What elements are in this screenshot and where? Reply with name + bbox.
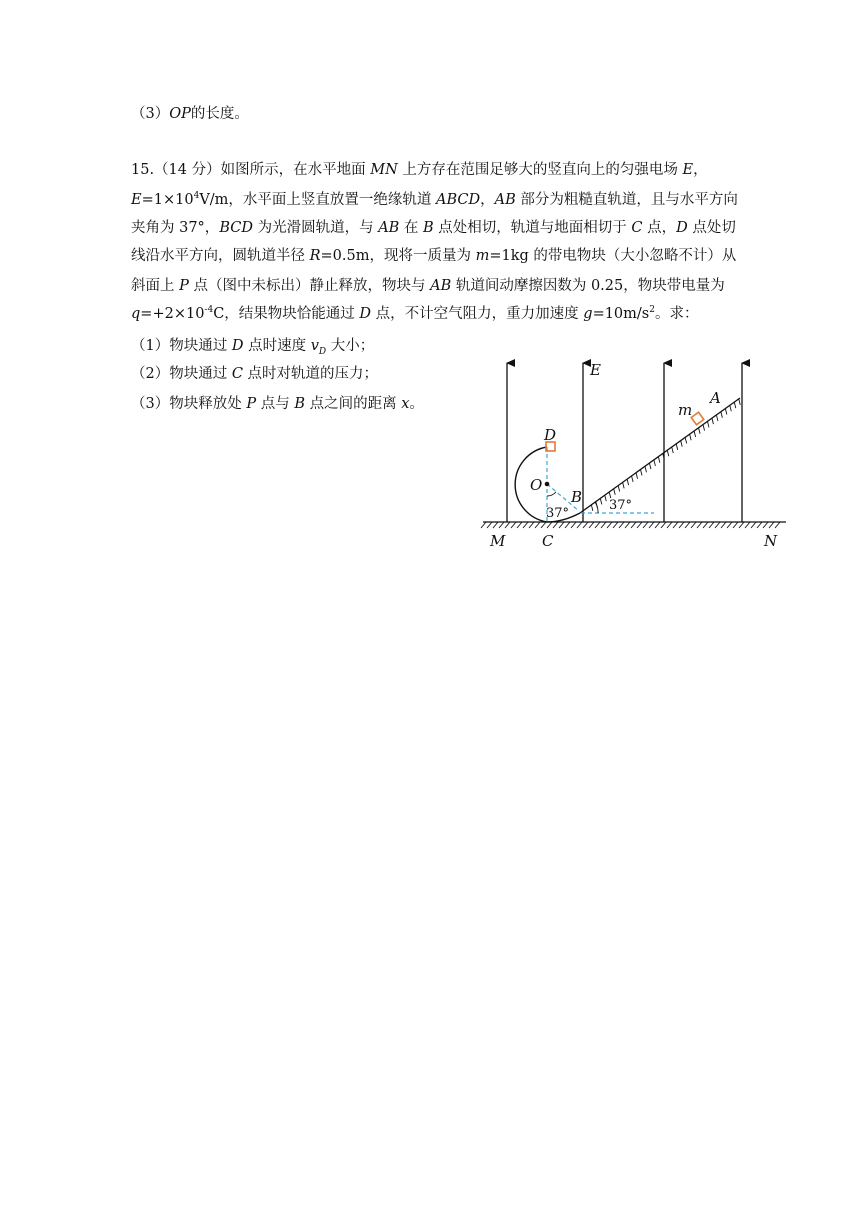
subscript: D — [318, 346, 327, 357]
ground-hatch-mark — [493, 522, 498, 528]
text: =1×10 — [141, 192, 194, 208]
incline-hatch-mark — [636, 473, 638, 479]
var-mn: MN — [370, 162, 398, 178]
text: （2）物块通过 — [131, 366, 232, 382]
ground-hatch-mark — [685, 522, 690, 528]
var-b: B — [294, 396, 305, 412]
ground-hatch-mark — [487, 522, 492, 528]
angle-arc-left — [547, 492, 556, 496]
ground-hatch-mark — [673, 522, 678, 528]
var-x: x — [401, 396, 410, 412]
exponent: -4 — [204, 305, 214, 316]
incline-hatch-mark — [658, 457, 660, 463]
incline-hatch-mark — [703, 425, 705, 431]
text: =10m/s — [592, 306, 650, 322]
incline-hatch-mark — [716, 415, 718, 421]
incline-hatch-mark — [640, 470, 642, 476]
ground-hatch-mark — [505, 522, 510, 528]
var-p: P — [246, 396, 257, 412]
text: 在 — [399, 220, 424, 236]
ground-hatch-mark — [523, 522, 528, 528]
incline-hatch-mark — [654, 460, 656, 466]
ground-hatch-mark — [655, 522, 660, 528]
ground-hatch-mark — [739, 522, 744, 528]
text: C，结果物块恰能通过 — [213, 306, 360, 322]
text: 大小； — [326, 338, 375, 354]
incline-hatch-mark — [591, 505, 593, 511]
incline-hatch-mark — [712, 418, 714, 424]
incline-hatch-mark — [627, 479, 629, 485]
incline-hatch-mark — [605, 495, 607, 501]
incline-hatch-mark — [667, 450, 669, 456]
ground-hatch-mark — [571, 522, 576, 528]
label-c: C — [542, 532, 554, 550]
prev-op: OP — [169, 106, 191, 122]
text: 点时对轨道的压力； — [242, 366, 379, 382]
ground-hatch-mark — [565, 522, 570, 528]
incline-ab — [580, 398, 740, 513]
ground-hatch-mark — [583, 522, 588, 528]
problem-line-1 — [131, 160, 708, 180]
label-b: B — [571, 488, 583, 506]
ground-hatch-mark — [751, 522, 756, 528]
ground-hatch-mark — [643, 522, 648, 528]
text: 夹角为 37°， — [131, 220, 220, 236]
var-e: E — [131, 192, 142, 208]
incline-hatch-mark — [645, 466, 647, 472]
var-ab: AB — [494, 192, 516, 208]
ground-hatch-mark — [703, 522, 708, 528]
ground-hatch-mark — [679, 522, 684, 528]
incline-hatch-mark — [649, 463, 651, 469]
ground-hatch-mark — [649, 522, 654, 528]
ground-hatch-mark — [709, 522, 714, 528]
var-e: E — [682, 162, 694, 178]
ground-hatch-mark — [541, 522, 546, 528]
angle-label-left: 37° — [546, 506, 570, 521]
incline-hatch-mark — [699, 428, 701, 434]
angle-label-right: 37° — [609, 498, 633, 513]
prev-rest: 的长度。 — [190, 106, 249, 122]
question-2 — [131, 364, 378, 384]
label-o: O — [530, 476, 543, 494]
incline-hatch — [591, 399, 740, 511]
label-e: E — [590, 361, 601, 379]
ground-hatch-mark — [625, 522, 630, 528]
incline-hatch-mark — [600, 498, 602, 504]
problem-line-5 — [131, 276, 725, 296]
incline-hatch-mark — [623, 482, 625, 488]
ground-hatch — [481, 522, 780, 528]
problem-line-3 — [131, 218, 736, 238]
incline-hatch-mark — [690, 434, 692, 440]
ground-hatch-mark — [697, 522, 702, 528]
var-g: g — [583, 306, 593, 322]
text: （3）物块释放处 — [131, 396, 247, 412]
incline-hatch-mark — [734, 402, 736, 408]
text: 点时速度 — [243, 338, 311, 354]
ground-hatch-mark — [691, 522, 696, 528]
ground-hatch-mark — [619, 522, 624, 528]
ground-hatch-mark — [637, 522, 642, 528]
incline-hatch-mark — [672, 447, 674, 453]
exponent: 2 — [649, 305, 655, 316]
text: 点处切 — [687, 220, 736, 236]
var-ab: AB — [430, 278, 452, 294]
text: 斜面上 — [131, 278, 180, 294]
incline-hatch-mark — [685, 437, 687, 443]
ground-hatch-mark — [715, 522, 720, 528]
block-m — [691, 412, 704, 425]
var-bcd: BCD — [219, 220, 253, 236]
ground-hatch-mark — [631, 522, 636, 528]
exponent: 4 — [193, 191, 200, 202]
text: 。求： — [654, 306, 699, 322]
ground-hatch-mark — [559, 522, 564, 528]
incline-hatch-mark — [739, 399, 741, 405]
incline-hatch-mark — [676, 444, 678, 450]
ground-hatch-mark — [733, 522, 738, 528]
label-n: N — [764, 532, 778, 550]
ground-hatch-mark — [589, 522, 594, 528]
ground-hatch-mark — [499, 522, 504, 528]
text: 点与 — [256, 396, 295, 412]
text: 点处相切，轨道与地面相切于 — [433, 220, 632, 236]
ground-hatch-mark — [547, 522, 552, 528]
prev-num: （3） — [131, 106, 170, 122]
var-d: D — [231, 338, 244, 354]
var-p: P — [179, 278, 189, 294]
ground-hatch-mark — [529, 522, 534, 528]
var-v: v — [310, 338, 319, 354]
center-o-dot — [545, 482, 550, 487]
incline-hatch-mark — [730, 405, 732, 411]
incline-hatch-mark — [725, 409, 727, 415]
text: ， — [480, 192, 495, 208]
text: V/m，水平面上竖直放置一绝缘轨道 — [199, 192, 437, 208]
text: =0.5m，现将一质量为 — [320, 248, 476, 264]
problem-line-2 — [131, 190, 738, 210]
var-m: m — [475, 248, 490, 264]
text: =+2×10 — [140, 306, 205, 322]
question-1 — [131, 336, 374, 356]
text: 点之间的距离 — [304, 396, 402, 412]
text: 线沿水平方向，圆轨道半径 — [131, 248, 310, 264]
text: 部分为粗糙直轨道，且与水平方向 — [515, 192, 738, 208]
incline-hatch-mark — [632, 476, 634, 482]
ground-hatch-mark — [763, 522, 768, 528]
ground-hatch-mark — [511, 522, 516, 528]
ground-hatch-mark — [553, 522, 558, 528]
text: =1kg 的带电物块（大小忽略不计）从 — [489, 248, 737, 264]
text: 上方存在范围足够大的竖直向上的匀强电场 — [397, 162, 683, 178]
ground-hatch-mark — [613, 522, 618, 528]
ground-hatch-mark — [721, 522, 726, 528]
problem-header: 15.（14 分）如图所示，在水平地面 — [131, 162, 371, 178]
text: 点（图中未标出）静止释放，物块与 — [188, 278, 431, 294]
ground-hatch-mark — [757, 522, 762, 528]
label-d: D — [544, 426, 557, 444]
ground-hatch-mark — [661, 522, 666, 528]
var-c: C — [231, 366, 243, 382]
ground-hatch-mark — [577, 522, 582, 528]
problem-line-6 — [131, 304, 698, 324]
text: 点，不计空气阻力，重力加速度 — [371, 306, 584, 322]
ground-hatch-mark — [535, 522, 540, 528]
ground-hatch-mark — [595, 522, 600, 528]
question-3 — [131, 394, 424, 414]
var-r: R — [309, 248, 321, 264]
incline-hatch-mark — [707, 421, 709, 427]
label-m-ground: M — [490, 532, 506, 550]
ground-hatch-mark — [775, 522, 780, 528]
ground-hatch-mark — [607, 522, 612, 528]
ground-hatch-mark — [727, 522, 732, 528]
incline-hatch-mark — [721, 412, 723, 418]
incline-hatch-mark — [694, 431, 696, 437]
text: 轨道间动摩擦因数为 0.25，物块带电量为 — [451, 278, 725, 294]
label-m: m — [678, 401, 693, 419]
var-d: D — [359, 306, 372, 322]
ground-hatch-mark — [517, 522, 522, 528]
text: 。 — [409, 396, 424, 412]
var-ab: AB — [378, 220, 400, 236]
text: 点， — [642, 220, 677, 236]
ground-hatch-mark — [601, 522, 606, 528]
ground-hatch-mark — [769, 522, 774, 528]
incline-hatch-mark — [614, 489, 616, 495]
text: 为光滑圆轨道，与 — [252, 220, 379, 236]
incline-hatch-mark — [618, 486, 620, 492]
var-d: D — [676, 220, 688, 236]
incline-hatch-mark — [681, 441, 683, 447]
prev-question-3 — [131, 104, 249, 124]
ground-hatch-mark — [745, 522, 750, 528]
var-c: C — [631, 220, 643, 236]
var-b: B — [423, 220, 434, 236]
track-diagram — [478, 355, 798, 555]
text: ， — [693, 162, 708, 178]
var-q: q — [131, 306, 141, 322]
text: （1）物块通过 — [131, 338, 232, 354]
ground-hatch-mark — [667, 522, 672, 528]
var-abcd: ABCD — [436, 192, 481, 208]
ground-hatch-mark — [481, 522, 486, 528]
problem-line-4 — [131, 246, 736, 266]
label-a: A — [710, 389, 721, 407]
